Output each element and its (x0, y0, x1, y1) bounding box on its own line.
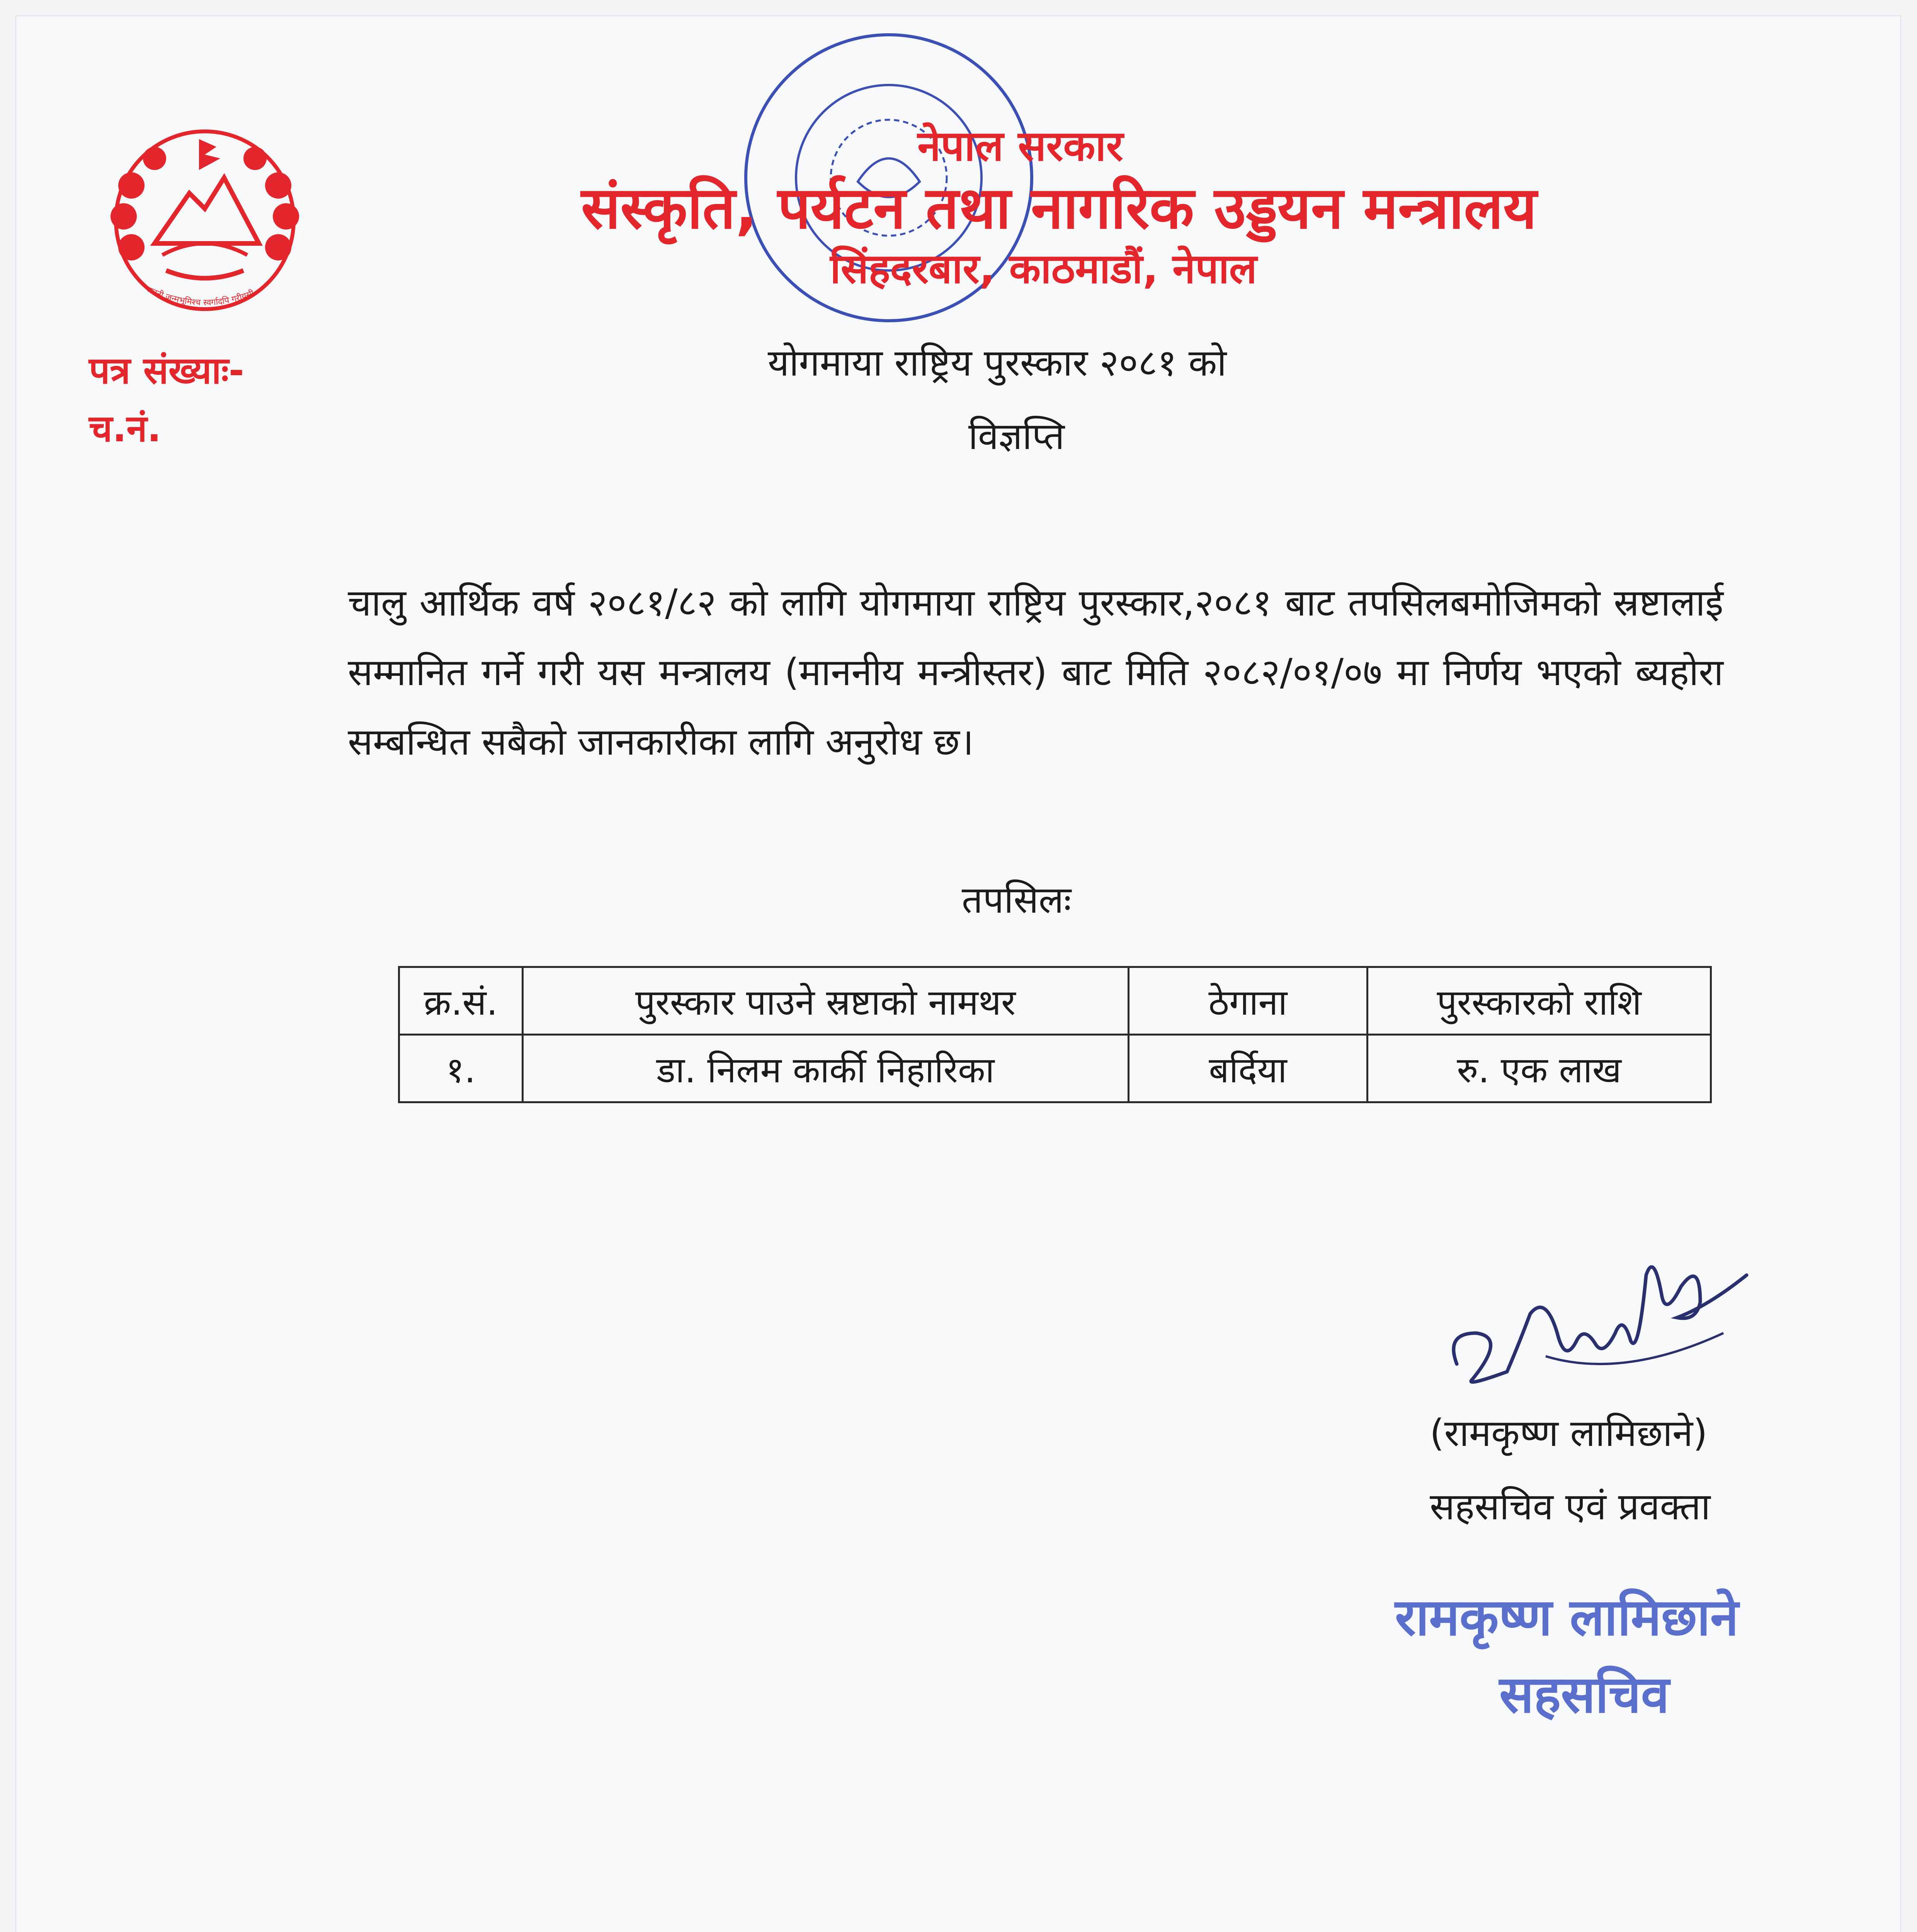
signatory-name: (रामकृष्ण लामिछाने) (1430, 1412, 1708, 1455)
column-header-amount: पुरस्कारको राशि (1368, 967, 1711, 1035)
cell-awardee-name: डा. निलम कार्की निहारिका (522, 1035, 1128, 1102)
ministry-address: सिंहदरबार, काठमाडौं, नेपाल (830, 245, 1257, 293)
notice-title: विज्ञप्ति (968, 415, 1065, 458)
letter-number-label: पत्र संख्याः- (89, 349, 244, 392)
handwritten-signature-icon (1430, 1217, 1778, 1410)
signatory-title: सहसचिव एवं प्रवक्ता (1430, 1485, 1711, 1528)
cell-amount: रु. एक लाख (1368, 1035, 1711, 1102)
notice-body: चालु आर्थिक वर्ष २०८१/८२ को लागि योगमाया राष्ट्रिय पुरस्कार,२०८१ बाट तपसिलबमोजिमको स्रष्टालाई सम्मानित गर्ने गरी यस मन्त्रालय (माननीय मन्त्रीस्तर) बाट मिति २०८२/०१/०७ मा निर्णय भएको ब्यहोरा सम्बन्धित सबैको जानकारीका लागि अनुरोध छ। (348, 581, 1723, 764)
schedule-label: तपसिलः (961, 878, 1072, 922)
award-table (398, 966, 1712, 1103)
notice-subject: योगमाया राष्ट्रिय पुरस्कार २०८१ को (767, 341, 1227, 384)
emblem-motto: जननी जन्मभूमिश्च स्वर्गादपि गरीयसी (145, 284, 255, 308)
dispatch-number-label: च.नं. (89, 407, 162, 450)
ministry-name: संस्कृति, पर्यटन तथा नागरिक उड्डयन मन्त्रालय (581, 175, 1537, 242)
stamp-title: सहसचिव (1499, 1665, 1669, 1725)
table-header-row (399, 967, 1711, 1035)
cell-serial: १. (399, 1035, 523, 1102)
cell-address: बर्दिया (1128, 1035, 1368, 1102)
table-row (399, 1035, 1711, 1102)
stamp-name: रामकृष्ण लामिछाने (1395, 1588, 1739, 1647)
column-header-address: ठेगाना (1128, 967, 1368, 1035)
column-header-awardee-name: पुरस्कार पाउने स्रष्टाको नामथर (522, 967, 1128, 1035)
government-name: नेपाल सरकार (917, 122, 1123, 170)
column-header-serial: क्र.सं. (399, 967, 523, 1035)
